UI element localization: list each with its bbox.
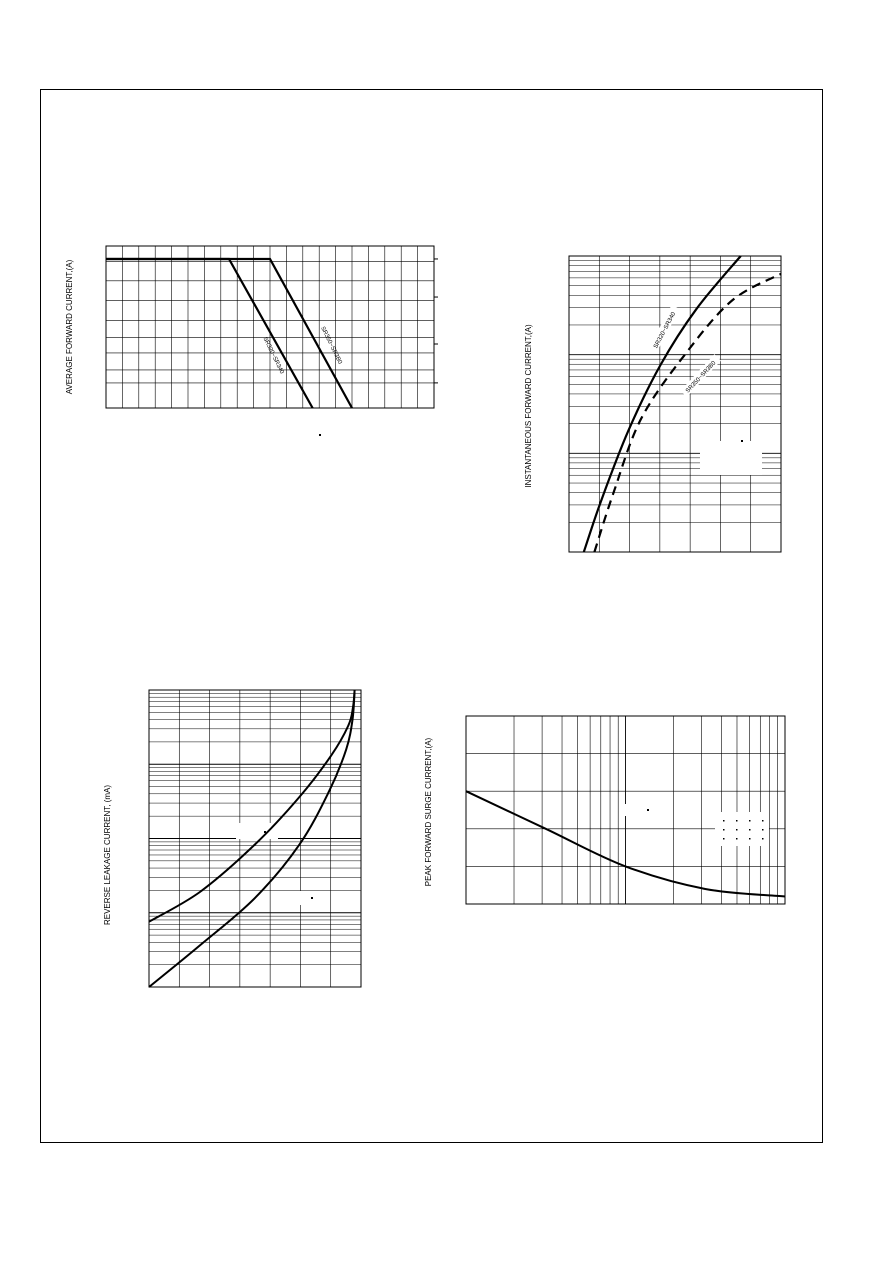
fig2-series-label-sr320-sr340: SR320~SR340 [653, 311, 678, 350]
fig3-label-mask-2 [290, 891, 324, 905]
fig3-marker-1 [264, 831, 266, 833]
fig1-y-axis-label: AVERAGE FORWARD CURRENT,(A) [65, 259, 74, 395]
fig1-chart [65, 246, 438, 436]
fig3-label-mask-1 [236, 823, 278, 839]
fig2-y-axis-label: INSTANTANEOUS FORWARD CURRENT,(A) [524, 324, 533, 488]
fig4-y-axis-label: PEAK FORWARD SURGE CURRENT,(A) [424, 737, 433, 887]
fig4-chart [424, 716, 785, 904]
fig2-series-label-sr350-sr3b0: SR350~SR3B0 [685, 360, 718, 395]
fig2-chart [524, 256, 781, 552]
fig1-grid [106, 246, 438, 408]
fig4-dot [736, 838, 738, 840]
fig4-dot [749, 829, 751, 831]
fig4-dot [736, 829, 738, 831]
fig1-series-label-sr320-sr340: SR320~SR340 [261, 336, 285, 375]
fig4-dot [762, 838, 764, 840]
fig4-dot [749, 838, 751, 840]
fig4-dot [736, 820, 738, 822]
fig2-label-mask [700, 441, 762, 475]
fig3-series-upper [149, 690, 355, 922]
fig4-dot [762, 829, 764, 831]
fig1-marker [319, 434, 321, 436]
fig4-marker [647, 809, 649, 811]
fig2-marker [741, 440, 743, 442]
fig4-dot [723, 820, 725, 822]
fig3-marker-2 [311, 897, 313, 899]
fig4-dot [723, 829, 725, 831]
fig2-grid [569, 256, 781, 552]
fig4-dot [723, 838, 725, 840]
fig4-dot [749, 820, 751, 822]
fig4-dot [762, 820, 764, 822]
fig3-y-axis-label: REVERSE LEAKAGE CURRENT, (mA) [103, 784, 112, 926]
fig4-label-mask-1 [622, 804, 656, 816]
fig1-series-sr350-sr3b0 [106, 259, 352, 408]
fig2-plot-frame [569, 256, 781, 552]
fig3-chart [103, 690, 361, 987]
fig1-series-label-sr350-sr3b0: SR350~SR3B0 [319, 325, 343, 366]
fig2-series-sr350-sr3b0 [594, 274, 781, 552]
